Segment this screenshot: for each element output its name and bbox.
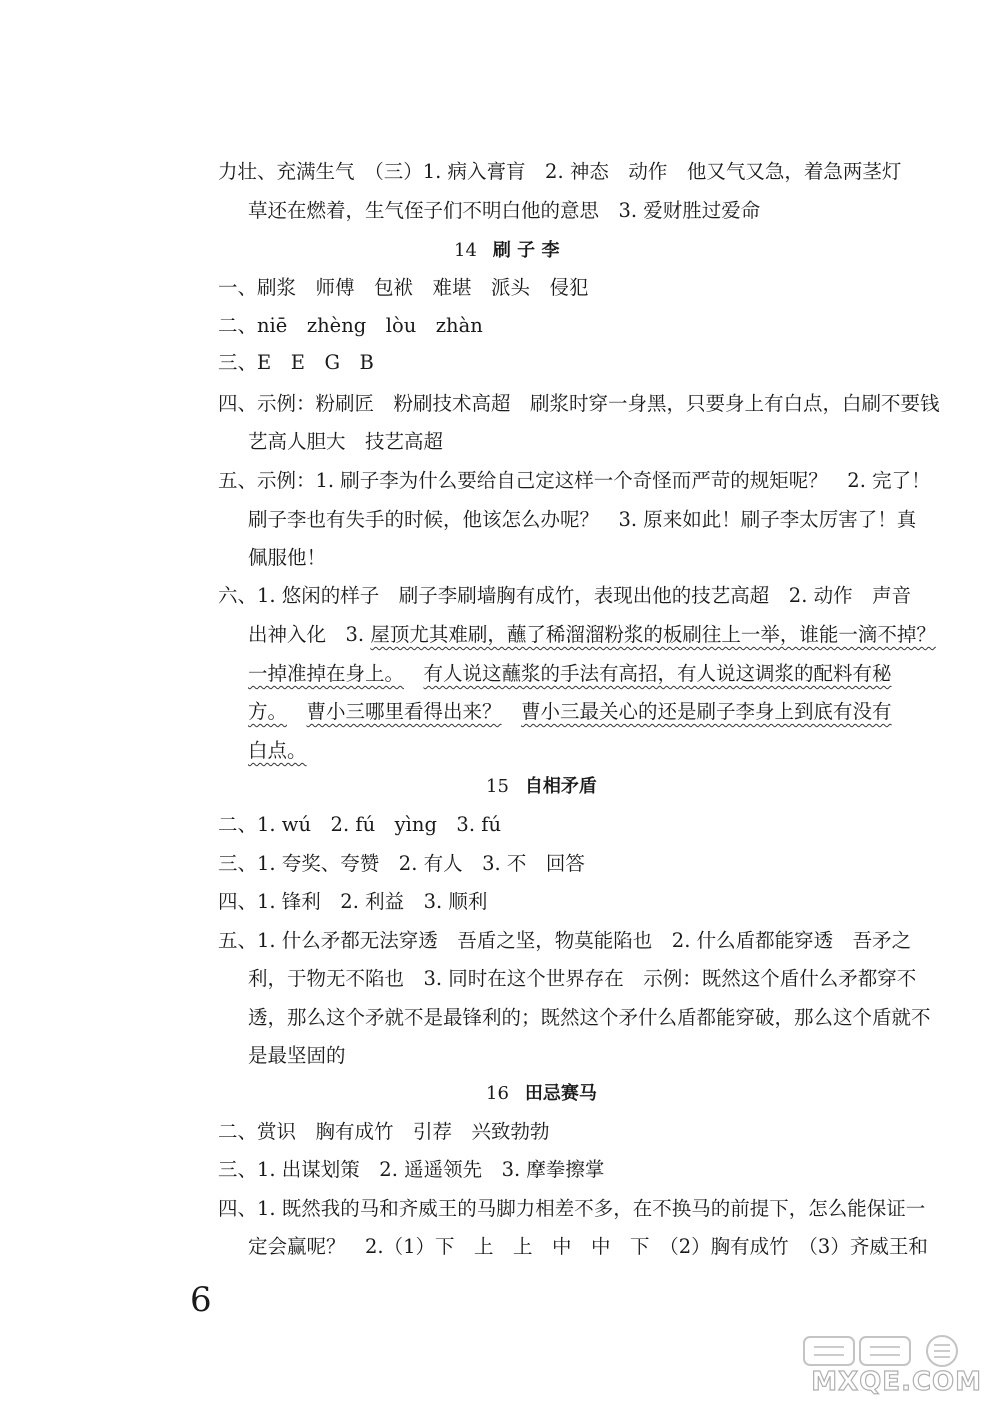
answer-line: 艺高人胆大 技艺高超 bbox=[248, 430, 444, 453]
answer-line: 三、E E G B bbox=[218, 351, 374, 374]
wavy-underlined-text: 曹小三最关心的还是刷子李身上到底有没有 bbox=[521, 700, 892, 723]
wavy-underlined-text: 方。 bbox=[248, 700, 288, 723]
section-number: 15 bbox=[486, 776, 509, 797]
answer-line: 二、niē zhèng lòu zhàn bbox=[218, 314, 483, 337]
text-segment: 出神入化 3. bbox=[248, 623, 371, 646]
answer-line bbox=[248, 700, 892, 724]
answer-line: 五、1. 什么矛都无法穿透 吾盾之坚，物莫能陷也 2. 什么盾都能穿透 吾矛之 bbox=[218, 929, 912, 952]
answer-line: 透，那么这个矛就不是最锋利的；既然这个矛什么盾都能穿破，那么这个盾就不 bbox=[248, 1006, 931, 1029]
answer-line: 三、1. 出谋划策 2. 遥遥领先 3. 摩拳擦掌 bbox=[218, 1158, 605, 1181]
answer-line: 一、刷浆 师傅 包袱 难堪 派头 侵犯 bbox=[218, 276, 589, 299]
wavy-underlined-text: 白点。 bbox=[248, 739, 307, 762]
section-number: 14 bbox=[454, 240, 477, 261]
wavy-underlined-text: 屋顶尤其难刷，蘸了稀溜溜粉浆的板刷往上一举，谁能一滴不掉？ bbox=[370, 623, 936, 646]
page-number: 6 bbox=[190, 1280, 212, 1320]
answer-line: 六、1. 悠闲的样子 刷子李刷墙胸有成竹，表现出他的技艺高超 2. 动作 声音 bbox=[218, 584, 912, 607]
answer-line: 佩服他！ bbox=[248, 546, 327, 569]
answer-line: 二、1. wú 2. fú yìng 3. fú bbox=[218, 813, 502, 836]
answer-line bbox=[248, 662, 892, 686]
watermark-logo-icon bbox=[764, 1335, 982, 1369]
section-title-15 bbox=[486, 775, 597, 799]
wavy-underlined-text: 有人说这蘸浆的手法有高招，有人说这调浆的配料有秘 bbox=[423, 662, 892, 685]
answer-line bbox=[248, 623, 936, 647]
text-line: 草还在燃着，生气侄子们不明白他的意思 3. 爱财胜过爱命 bbox=[248, 199, 761, 222]
watermark bbox=[760, 1335, 988, 1397]
watermark-text: MXQE.COM bbox=[811, 1367, 982, 1397]
answer-line: 刷子李也有失手的时候，他该怎么办呢？ 3. 原来如此！刷子李太厉害了！真 bbox=[248, 508, 917, 531]
answer-line bbox=[248, 739, 307, 763]
answer-line: 定会赢呢？ 2.（1）下 上 上 中 中 下 （2）胸有成竹 （3）齐威王和 bbox=[248, 1235, 928, 1258]
section-title-16 bbox=[486, 1082, 597, 1106]
answer-line: 四、示例：粉刷匠 粉刷技术高超 刷浆时穿一身黑，只要身上有白点，白刷不要钱 bbox=[218, 392, 940, 415]
answer-line: 二、赏识 胸有成竹 引荐 兴致勃勃 bbox=[218, 1120, 550, 1143]
answer-line: 是最坚固的 bbox=[248, 1044, 346, 1067]
wavy-underlined-text: 曹小三哪里看得出来？ bbox=[306, 700, 502, 723]
section-heading: 自相矛盾 bbox=[524, 776, 597, 797]
section-heading: 刷 子 李 bbox=[492, 240, 560, 261]
answer-line: 利，于物无不陷也 3. 同时在这个世界存在 示例：既然这个盾什么矛都穿不 bbox=[248, 967, 917, 990]
answer-line: 四、1. 锋利 2. 利益 3. 顺利 bbox=[218, 890, 488, 913]
text-line: 力壮、充满生气 （三）1. 病入膏肓 2. 神态 动作 他又气又急，着急两茎灯 bbox=[218, 160, 902, 183]
answer-line: 三、1. 夸奖、夸赞 2. 有人 3. 不 回答 bbox=[218, 852, 585, 875]
answer-line: 四、1. 既然我的马和齐威王的马脚力相差不多，在不换马的前提下，怎么能保证一 bbox=[218, 1197, 926, 1220]
section-heading: 田忌赛马 bbox=[524, 1083, 597, 1104]
wavy-underlined-text: 一掉准掉在身上。 bbox=[248, 662, 405, 685]
answer-line: 五、示例：1. 刷子李为什么要给自己定这样一个奇怪而严苛的规矩呢？ 2. 完了！ bbox=[218, 469, 931, 492]
section-title-14 bbox=[454, 239, 559, 263]
section-number: 16 bbox=[486, 1083, 509, 1104]
